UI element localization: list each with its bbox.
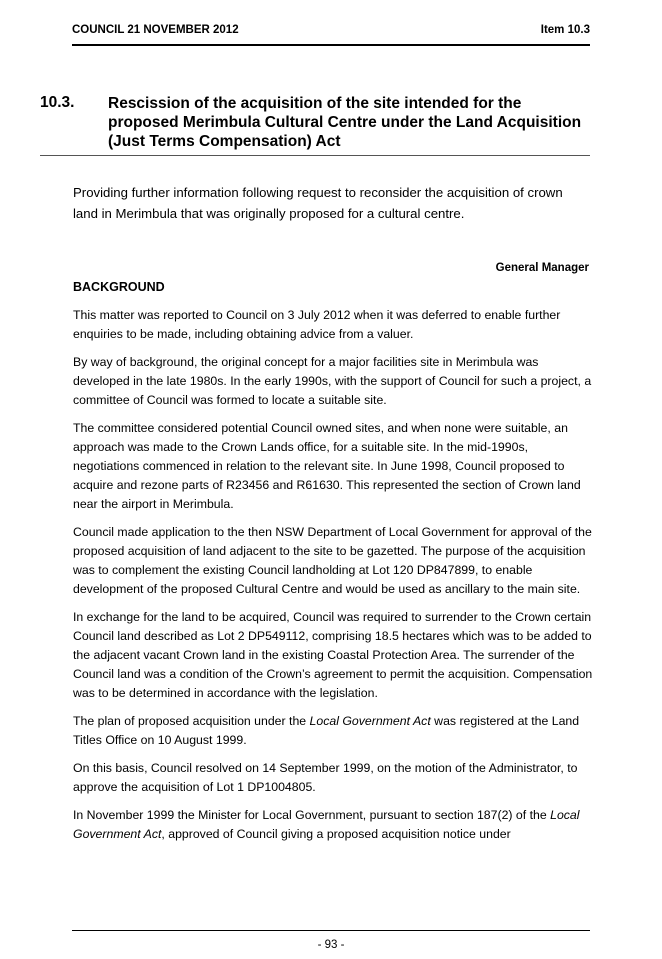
- paragraph: Council made application to the then NSW Department of Local Government for approval of the proposed acquisition of land adjacent to the site to be gazetted. The purpose of the acquisition was to complement the existing Council landholding at Lot 120 DP847899, to enable development of the proposed Cultural Centre and would be used as ancillary to the main site.: [73, 525, 592, 596]
- report-author: General Manager: [495, 262, 589, 274]
- text-run: was registered at the Land Titles Office on 10 August 1999.: [73, 714, 580, 747]
- text-run: , approved of Council giving a proposed acquisition notice under: [161, 827, 511, 841]
- text-run: The plan of proposed acquisition under the: [73, 714, 310, 728]
- paragraph: [73, 806, 593, 844]
- paragraph: By way of background, the original concept for a major facilities site in Merimbula was developed in the late 1980s. In the early 1990s, with the support of Council for such a project, a committee of Council was formed to locate a suitable site.: [73, 355, 592, 407]
- footer-divider: [72, 930, 590, 931]
- page-header: [72, 22, 590, 46]
- act-name: Local Government Act: [309, 714, 431, 728]
- item-number: 10.3.: [40, 94, 75, 111]
- text-run: In November 1999 the Minister for Local Government, pursuant to section 187(2) of the: [73, 808, 551, 822]
- paragraph: The committee considered potential Council owned sites, and when none were suitable, an approach was made to the Crown Lands office, for a suitable site. In the mid-1990s, negotiations commenced in relation to the relevant site. In June 1998, Council proposed to acquire and rezone parts of R23456 and R61630. This represented the section of Crown land near the airport in Merimbula.: [73, 421, 581, 511]
- page-number: - 93 -: [317, 939, 345, 951]
- paragraph: [73, 712, 593, 750]
- section-heading-background: BACKGROUND: [73, 280, 165, 294]
- paragraph: On this basis, Council resolved on 14 September 1999, on the motion of the Administrator, to approve the acquisition of Lot 1 DP1004805.: [73, 761, 578, 794]
- item-heading: [40, 94, 590, 156]
- item-title: Rescission of the acquisition of the site intended for the proposed Merimbula Cultural Centre under the Land Acquisition (Just Terms Compensation) Act: [108, 95, 582, 150]
- act-name: Local Government Act: [73, 808, 580, 841]
- paragraph: This matter was reported to Council on 3 July 2012 when it was deferred to enable further enquiries to be made, including obtaining advice from a valuer.: [73, 308, 561, 341]
- meeting-title: COUNCIL 21 NOVEMBER 2012: [72, 24, 239, 36]
- item-reference: Item 10.3: [540, 24, 590, 36]
- paragraph: In exchange for the land to be acquired, Council was required to surrender to the Crown certain Council land described as Lot 2 DP549112, comprising 18.5 hectares which was to be added to the adjacent vacant Crown land in the existing Coastal Protection Area. The surrender of the Council land was a condition of the Crown’s agreement to permit the acquisition. Compensation was to be determined in accordance with the legislation.: [73, 610, 593, 700]
- item-summary: Providing further information following request to reconsider the acquisition of crown land in Merimbula that was originally proposed for a cultural centre.: [73, 185, 563, 221]
- report-body: [73, 278, 593, 853]
